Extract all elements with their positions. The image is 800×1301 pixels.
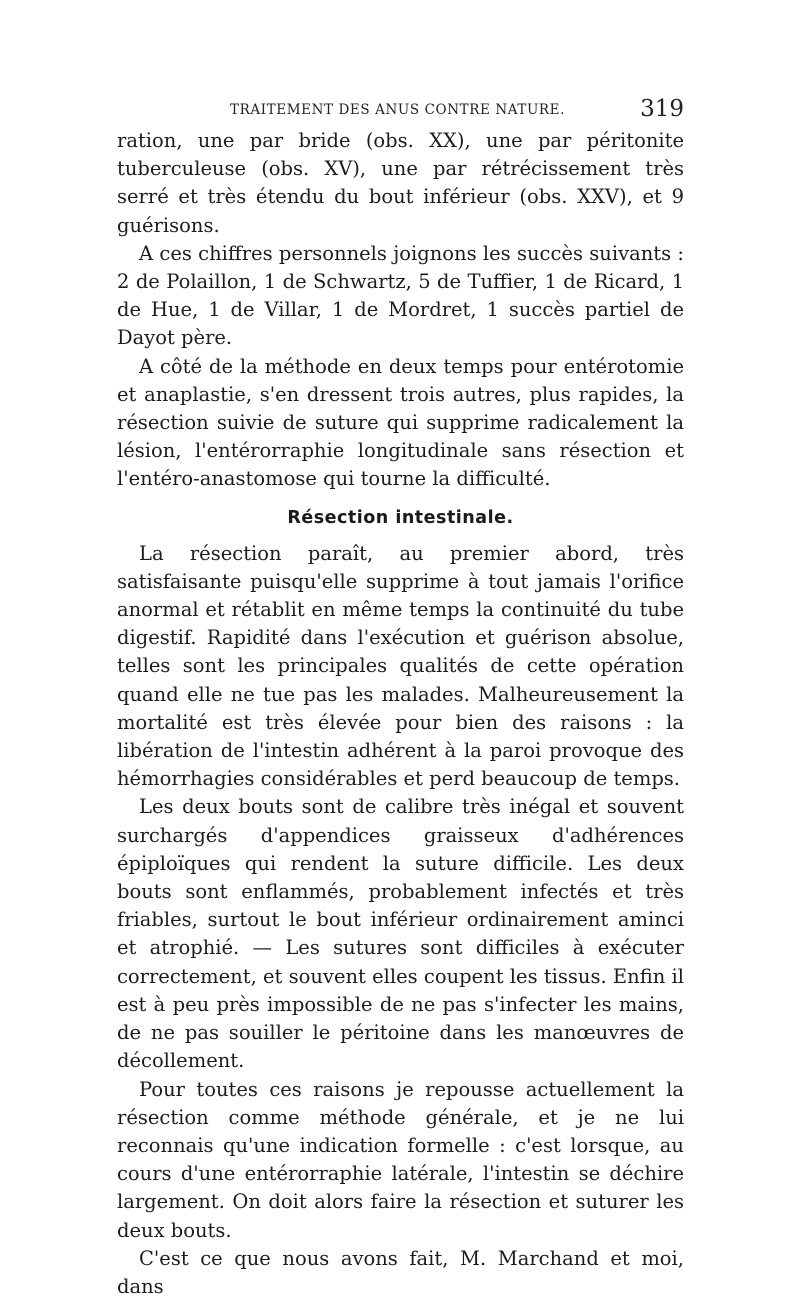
page-number: 319 xyxy=(640,96,684,122)
body-text xyxy=(117,127,684,1301)
paragraph: C'est ce que nous avons fait, M. Marchand et moi, dans xyxy=(117,1246,684,1298)
paragraph: A ces chiffres personnels joignons les succès suivants : 2 de Polaillon, 1 de Schwartz, 5 de Tuffier, 1 de Ricard, 1 de Hue, 1 de Villar, 1 de Mordret, 1 succès partiel de Dayot père. xyxy=(117,241,684,350)
running-head xyxy=(117,96,684,122)
running-title: TRAITEMENT DES ANUS CONTRE NATURE. xyxy=(230,102,566,118)
paragraph: La résection paraît, au premier abord, très satisfaisante puisqu'elle supprime à tout jamais l'orifice anormal et rétablit en même temps la continuité du tube digestif. Rapidité dans l'exécution et guérison absolue, telles sont les principales qualités de cette opération quand elle ne tue pas les malades. Malheureusement la mortalité est très élevée pour bien des raisons : la libération de l'intestin adhérent à la paroi provoque des hémorrhagies considérables et perd beaucoup de temps. xyxy=(117,541,684,791)
paragraph: Pour toutes ces raisons je repousse actuellement la résection comme méthode générale, et je ne lui reconnais qu'une indication formelle : c'est lorsque, au cours d'une entérorraphie latérale, l'intestin se déchire largement. On doit alors faire la résection et suturer les deux bouts. xyxy=(117,1077,684,1242)
paragraph: Les deux bouts sont de calibre très inégal et souvent surchargés d'appendices graisseux d'adhérences épiploïques qui rendent la suture difficile. Les deux bouts sont enflammés, probablement infectés et très friables, surtout le bout inférieur ordinairement aminci et atrophié. — Les sutures sont difficiles à exécuter correctement, et souvent elles coupent les tissus. Enfin il est à peu près impossible de ne pas s'infecter les mains, de ne pas souiller le péritoine dans les manœuvres de décollement. xyxy=(117,795,684,1073)
paragraph: A côté de la méthode en deux temps pour entérotomie et anaplastie, s'en dressent trois autres, plus rapides, la résection suivie de suture qui supprime radicalement la lésion, l'entérorraphie longitudinale sans résection et l'entéro-anastomose qui tourne la difficulté. xyxy=(117,354,684,491)
section-heading: Résection intestinale. xyxy=(287,507,514,528)
paragraph-continuation: ration, une par bride (obs. XX), une par péritonite tuberculeuse (obs. XV), une par rétrécissement très serré et très étendu du bout inférieur (obs. XXV), et 9 guérisons. xyxy=(117,129,684,237)
